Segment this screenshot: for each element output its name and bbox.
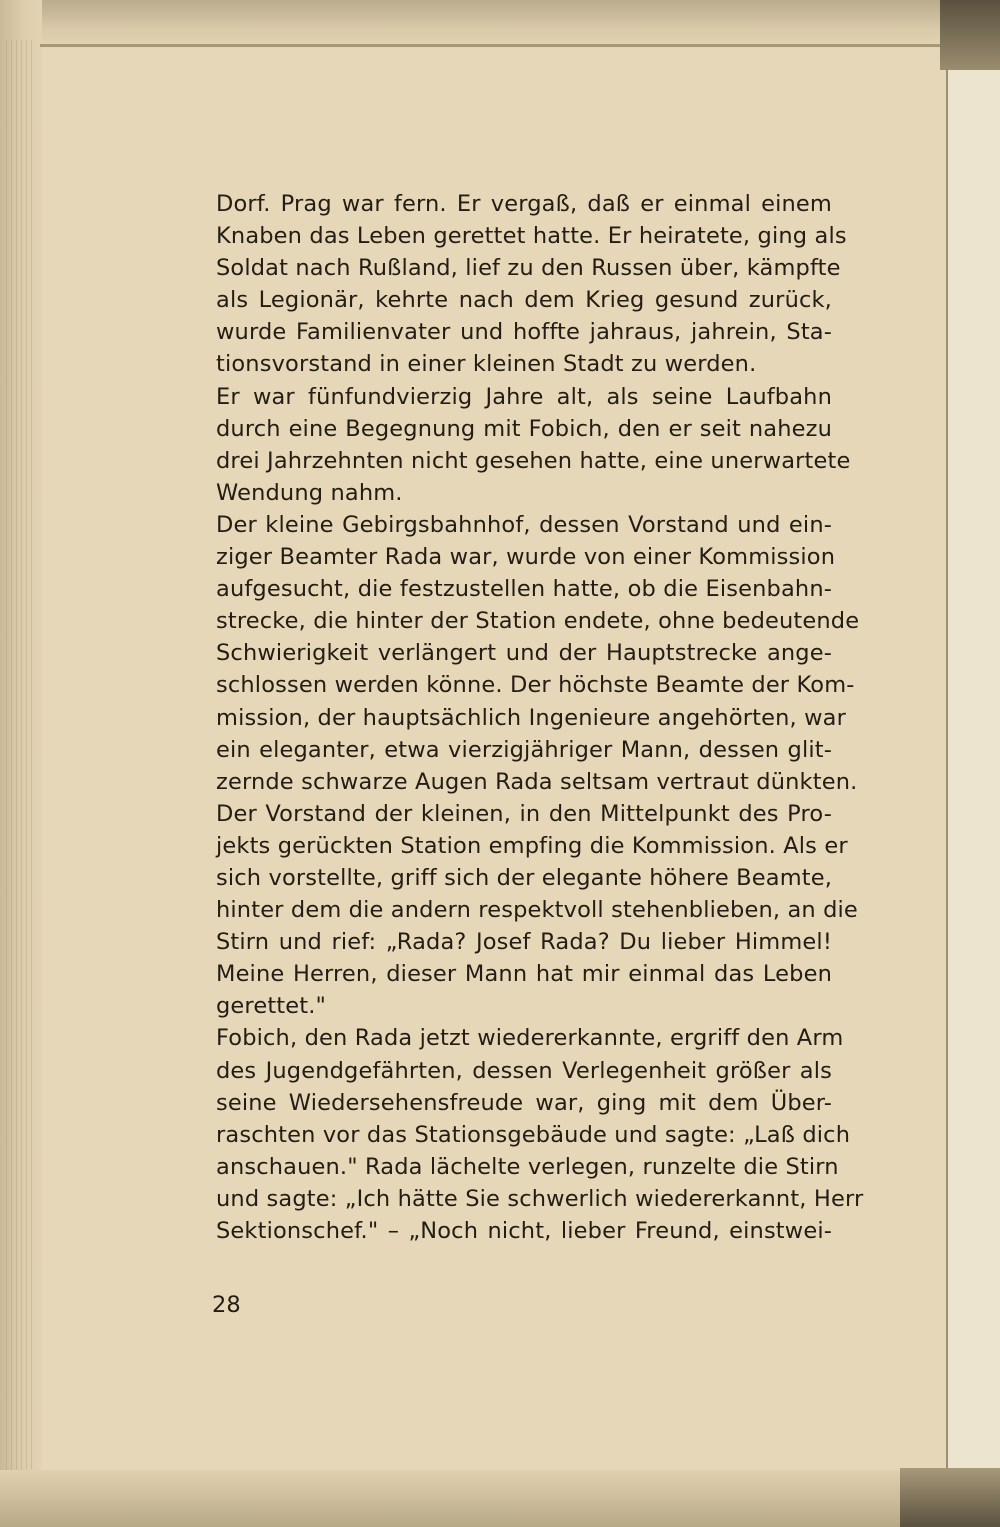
text-line: strecke, die hinter der Station endete, ohne bedeutende [216,608,860,635]
text-line: zernde schwarze Augen Rada seltsam vertraut dünkten. [216,768,858,795]
text-line: Fobich, den Rada jetzt wiedererkannte, ergriff den Arm [216,1025,844,1052]
text-line: jekts gerückten Station empfing die Kommission. Als er [216,832,848,859]
page-top-border [40,44,940,47]
text-line: schlossen werden könne. Der höchste Beamte der Kom- [216,672,855,699]
text-line: Sektionschef." – „Noch nicht, lieber Freund, einstwei- [216,1218,832,1244]
text-line: hinter dem die andern respektvoll stehenblieben, an die [216,897,858,924]
text-line: Meine Herren, dieser Mann hat mir einmal das Leben [216,961,832,988]
text-line: Soldat nach Rußland, lief zu den Russen über, kämpfte [216,255,841,282]
text-line: Stirn und rief: „Rada? Josef Rada? Du lieber Himmel! [216,929,832,956]
text-line: gerettet." [216,993,327,1020]
binding-shadow-bottom [900,1468,1000,1527]
text-line: tionsvorstand in einer kleinen Stadt zu werden. [216,351,757,378]
text-line: aufgesucht, die festzustellen hatte, ob die Eisenbahn- [216,576,832,603]
text-line: als Legionär, kehrte nach dem Krieg gesund zurück, [216,287,832,314]
text-line: drei Jahrzehnten nicht gesehen hatte, eine unerwartete [216,447,851,474]
text-line: Der kleine Gebirgsbahnhof, dessen Vorstand und ein- [216,511,832,538]
text-line: des Jugendgefährten, dessen Verlegenheit größer als [216,1057,832,1084]
text-line: und sagte: „Ich hätte Sie schwerlich wiedererkannt, Herr [216,1185,864,1212]
text-line: Wendung nahm. [216,479,403,506]
text-line: ein eleganter, etwa vierzigjähriger Mann, dessen glit- [216,736,832,763]
text-line: ziger Beamter Rada war, wurde von einer Kommission [216,544,836,571]
text-line: durch eine Begegnung mit Fobich, den er seit nahezu [216,415,832,442]
text-line: Schwierigkeit verlängert und der Hauptstrecke ange- [216,640,832,667]
page-top-edge [0,0,1000,48]
text-line: Der Vorstand der kleinen, in den Mittelpunkt des Pro- [216,800,832,827]
text-line: anschauen." Rada lächelte verlegen, runzelte die Stirn [216,1153,839,1180]
binding-shadow-top [940,0,1000,70]
text-line: Knaben das Leben gerettet hatte. Er heiratete, ging als [216,223,847,250]
text-line: wurde Familienvater und hoffte jahraus, jahrein, Sta- [216,319,832,346]
page-bottom-edge [0,1470,1000,1527]
page-stack-lines [6,40,36,1480]
body-text [216,188,864,1247]
text-line: raschten vor das Stationsgebäude und sagte: „Laß dich [216,1121,851,1148]
text-line: sich vorstellte, griff sich der elegante höhere Beamte, [216,864,833,891]
page-number: 28 [212,1292,241,1318]
text-line: seine Wiedersehensfreude war, ging mit dem Über- [216,1089,832,1116]
adjacent-page [946,40,1000,1480]
text-line: Er war fünfundvierzig Jahre alt, als seine Laufbahn [216,383,832,410]
text-line: Dorf. Prag war fern. Er vergaß, daß er einmal einem [216,191,832,217]
text-line: mission, der hauptsächlich Ingenieure angehörten, war [216,704,847,731]
